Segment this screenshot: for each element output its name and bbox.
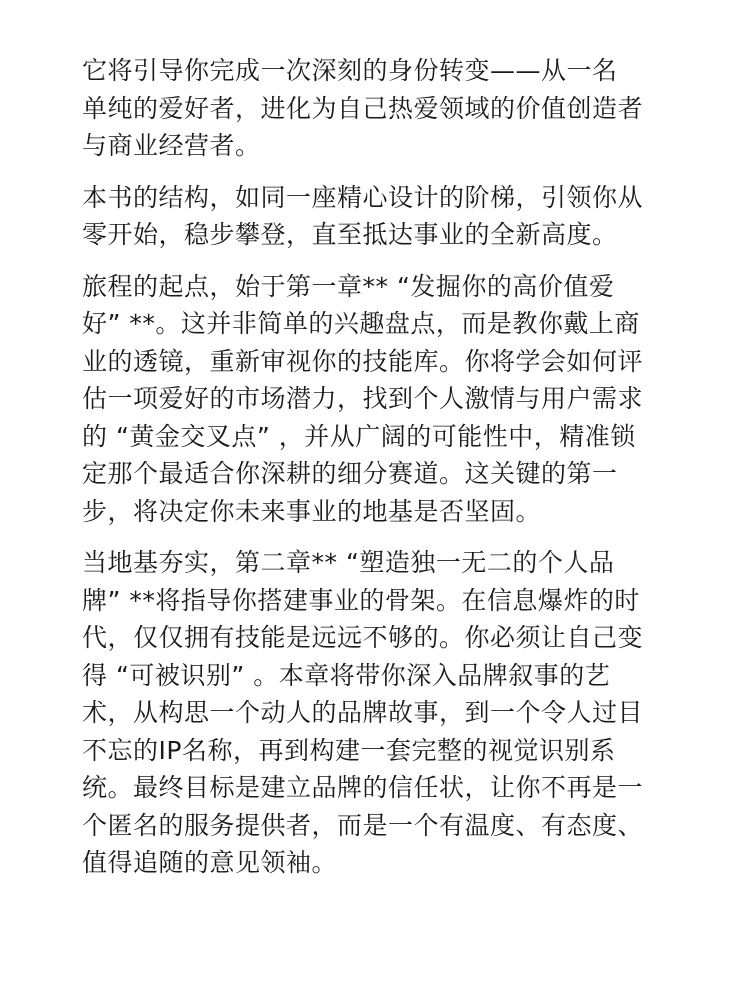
text-line: 不忘的IP名称，再到构建一套完整的视觉识别系: [82, 735, 616, 765]
text-line: 好” **。这并非简单的兴趣盘点，而是教你戴上商: [82, 309, 640, 338]
text-line: 个匿名的服务提供者，而是一个有温度、有态度、: [82, 810, 644, 840]
text-line: 单纯的爱好者，进化为自己热爱领域的价值创造者: [82, 93, 644, 123]
text-line: 定那个最适合你深耕的细分赛道。这关键的第一: [82, 459, 618, 488]
text-line: 与商业经营者。: [82, 131, 261, 160]
text-line: 本书的结构，如同一座精心设计的阶梯，引领你从: [82, 182, 644, 212]
paragraph-book-structure: [82, 179, 668, 254]
paragraph-chapter-one: [82, 268, 668, 531]
text-line: 旅程的起点，始于第一章** “发掘你的高价值爱: [82, 271, 615, 301]
text-line: 零开始，稳步攀登，直至抵达事业的全新高度。: [82, 220, 618, 249]
text-line: 步，将决定你未来事业的地基是否坚固。: [82, 496, 542, 526]
text-line: 牌” **将指导你搭建事业的骨架。在信息爆炸的时: [82, 585, 640, 615]
paragraph-chapter-two: [82, 544, 668, 882]
text-line: 估一项爱好的市场潜力，找到个人激情与用户需求: [82, 384, 644, 413]
text-line: 业的透镜，重新审视你的技能库。你将学会如何评: [82, 346, 644, 376]
text-line: 值得追随的意见领袖。: [82, 848, 338, 877]
text-line: 得 “可被识别” 。本章将带你深入品牌叙事的艺: [82, 660, 611, 690]
text-line: 当地基夯实，第二章** “塑造独一无二的个人品: [82, 548, 615, 577]
text-line: 术，从构思一个动人的品牌故事，到一个令人过目: [82, 698, 644, 727]
text-line: 它将引导你完成一次深刻的身份转变——从一名: [82, 56, 618, 85]
text-line: 的 “黄金交叉点” ，并从广阔的可能性中，精准锁: [82, 421, 636, 451]
text-line: 统。最终目标是建立品牌的信任状，让你不再是一: [82, 773, 644, 802]
paragraph-identity-shift: [82, 52, 668, 165]
text-line: 代，仅仅拥有技能是远远不够的。你必须让自己变: [82, 623, 644, 652]
